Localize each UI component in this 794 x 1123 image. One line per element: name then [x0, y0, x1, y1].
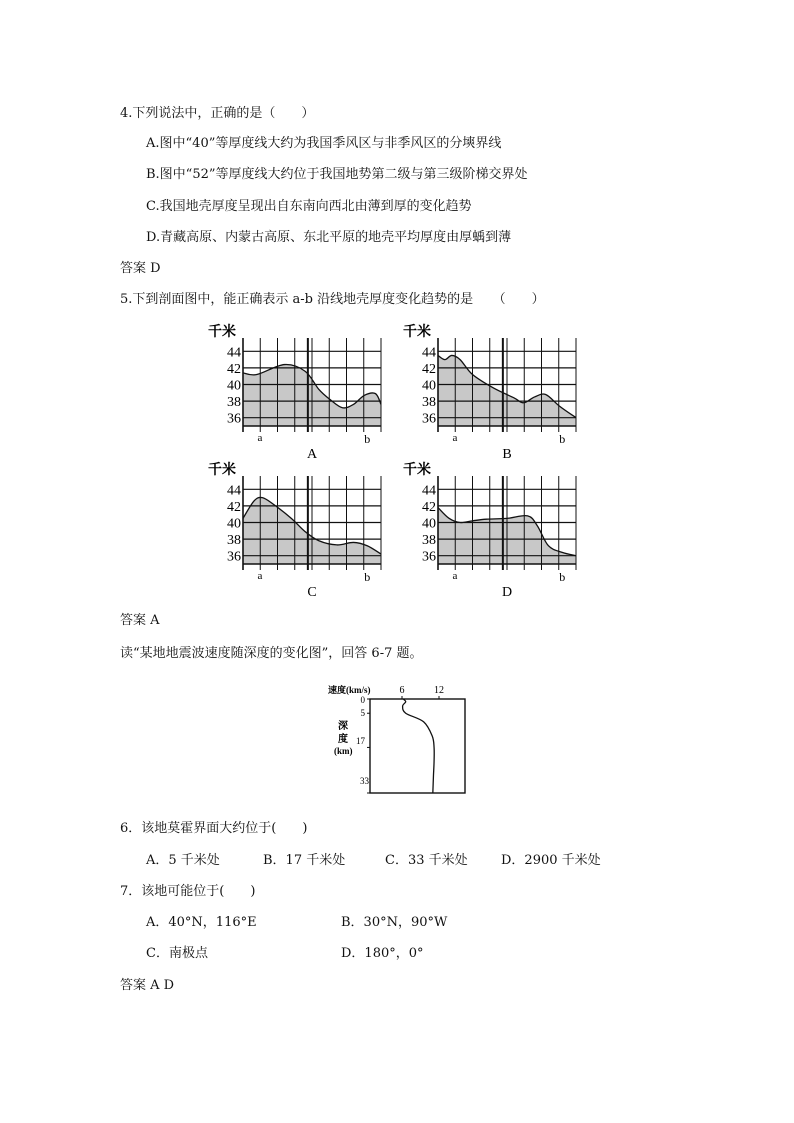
profile-svg-a [205, 318, 390, 463]
q7-option-d: D．180°，0° [341, 946, 424, 961]
q6-option-c: C．33 千米处 [385, 853, 468, 868]
seismic-y-tick-5: 5 [360, 708, 365, 718]
seismic-x-tick-12: 12 [434, 685, 444, 696]
profile-chart-b [400, 318, 585, 463]
q7-option-c: C．南极点 [146, 946, 208, 961]
x-end-label: b [559, 570, 566, 584]
q4-answer: 答案 D [120, 261, 161, 276]
x-start-label: a [257, 432, 263, 444]
y-axis-unit: 千米 [208, 325, 236, 340]
profile-chart-d [400, 456, 585, 601]
profile-svg-c [205, 456, 390, 601]
y-tick-label: 40 [227, 516, 241, 532]
q5-stem: 5.下到剖面图中，能正确表示 a-b 沿线地壳厚度变化趋势的是 （ ） [120, 292, 545, 307]
q7-option-a: A．40°N，116°E [146, 915, 257, 930]
y-tick-label: 40 [227, 378, 241, 394]
y-axis-unit: 千米 [403, 325, 431, 340]
seismic-y-tick-33: 33 [360, 776, 369, 786]
y-tick-label: 36 [227, 549, 241, 565]
q6-option-d: D．2900 千米处 [501, 853, 601, 868]
chart-title: A [306, 447, 318, 462]
x-end-label: b [364, 570, 371, 584]
q4-option-c: C.我国地壳厚度呈现出自东南向西北由薄到厚的变化趋势 [146, 199, 472, 214]
y-tick-label: 44 [422, 345, 436, 361]
chart-title: C [307, 585, 317, 600]
seismic-curve [403, 699, 435, 793]
q4-option-d: D.青藏高原、内蒙古高原、东北平原的地壳平均厚度由厚蝺到薄 [146, 230, 512, 245]
seismic-intro: 读“某地地震波速度随深度的变化图”，回答 6-7 题。 [120, 646, 423, 661]
chart-title: B [502, 447, 512, 462]
seismic-y-tick-0: 0 [360, 695, 365, 705]
seismic-svg [325, 682, 475, 800]
y-tick-label: 42 [422, 361, 436, 377]
q4-option-b: B.图中“52”等厚度线大约位于我国地势第二级与第三级阶梯交界处 [146, 167, 528, 182]
y-tick-label: 42 [227, 361, 241, 377]
y-tick-label: 38 [422, 533, 436, 549]
y-tick-label: 44 [227, 345, 241, 361]
y-tick-label: 44 [422, 483, 436, 499]
y-axis-unit: 千米 [208, 463, 236, 478]
profile-svg-d [400, 456, 585, 601]
y-tick-label: 36 [422, 411, 436, 427]
seismic-x-tick-6: 6 [399, 685, 405, 696]
y-tick-label: 44 [227, 483, 241, 499]
profile-svg-b [400, 318, 585, 463]
q7-answer: 答案 A D [120, 978, 175, 993]
seismic-y-label-2: 度 [338, 734, 348, 745]
y-tick-label: 36 [422, 549, 436, 565]
seismic-y-tick-17: 17 [356, 736, 365, 746]
q6-option-a: A．5 千米处 [146, 853, 220, 868]
seismic-chart [325, 682, 475, 800]
y-tick-label: 38 [227, 533, 241, 549]
y-tick-label: 38 [227, 395, 241, 411]
y-tick-label: 38 [422, 395, 436, 411]
x-start-label: a [452, 432, 458, 444]
x-start-label: a [452, 570, 458, 582]
seismic-frame [370, 699, 465, 793]
y-tick-label: 42 [227, 499, 241, 515]
q4-stem: 4.下列说法中，正确的是（ ） [120, 106, 315, 121]
seismic-y-label-1: 深 [338, 721, 348, 732]
chart-title: D [501, 585, 513, 600]
q4-option-a: A.图中“40”等厚度线大约为我国季风区与非季风区的分塽界线 [146, 136, 502, 151]
y-tick-label: 40 [422, 516, 436, 532]
x-end-label: b [364, 432, 371, 446]
y-tick-label: 40 [422, 378, 436, 394]
profile-chart-a [205, 318, 390, 463]
profile-chart-c [205, 456, 390, 601]
q6-option-b: B．17 千米处 [263, 853, 346, 868]
seismic-y-label-3: (km) [334, 746, 353, 756]
q5-answer: 答案 A [120, 613, 160, 628]
y-tick-label: 36 [227, 411, 241, 427]
x-end-label: b [559, 432, 566, 446]
q7-option-b: B．30°N，90°W [341, 915, 448, 930]
seismic-x-title: 速度(km/s) [328, 685, 371, 695]
y-axis-unit: 千米 [403, 463, 431, 478]
q7-stem: 7．该地可能位于( ) [120, 884, 256, 899]
q6-stem: 6．该地莫霍界面大约位于( ) [120, 821, 308, 836]
x-start-label: a [257, 570, 263, 582]
y-tick-label: 42 [422, 499, 436, 515]
